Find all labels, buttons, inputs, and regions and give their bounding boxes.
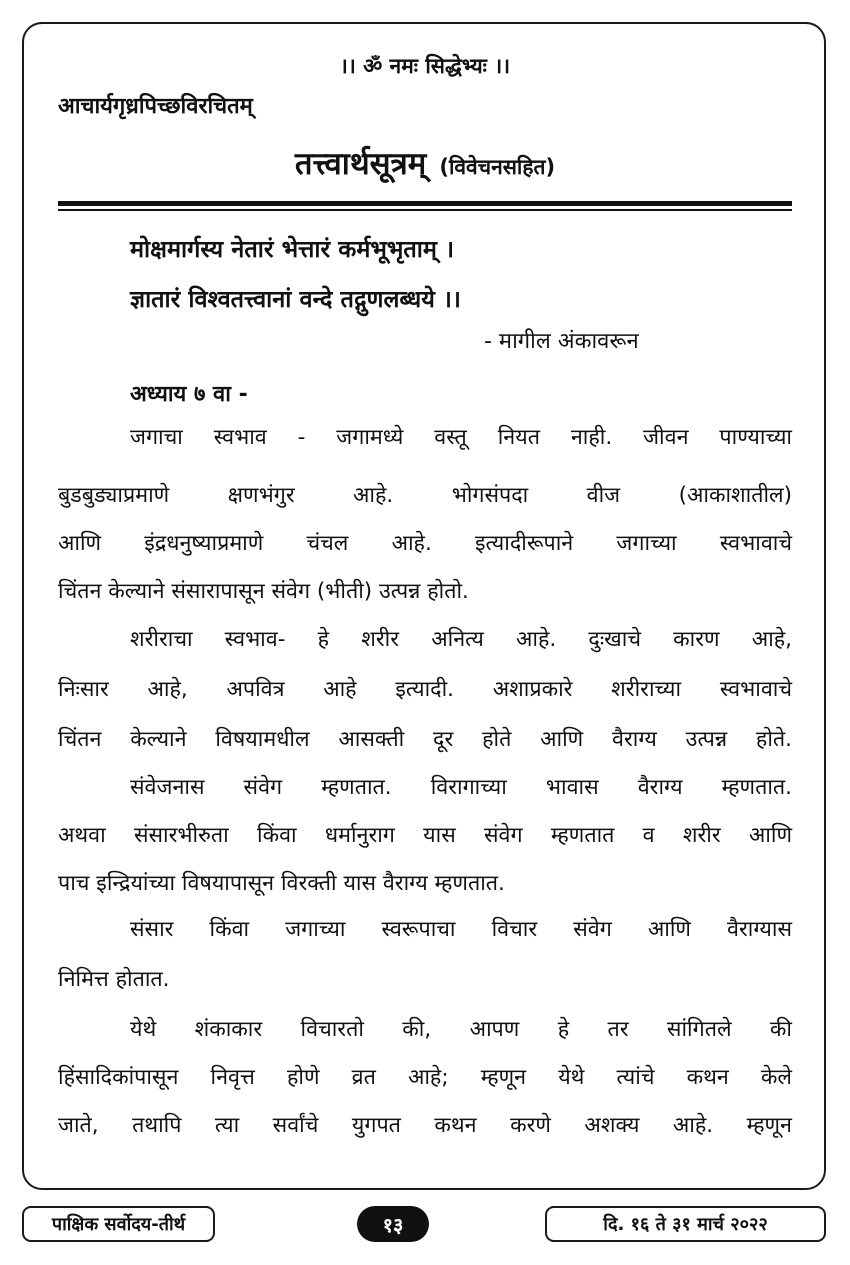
author-line: आचार्यगृध्रपिच्छविरचितम् <box>58 94 253 119</box>
body-line: निमित्त होतात. <box>58 967 170 992</box>
body-line: संसार किंवा जगाच्या स्वरूपाचा विचार संवेग आणि वैराग्यास <box>130 917 792 942</box>
body-line: आणि इंद्रधनुष्याप्रमाणे चंचल आहे. इत्यादीरूपाने जगाच्या स्वभावाचे <box>58 531 792 556</box>
page-subtitle: (विवेचनसहित) <box>439 155 556 179</box>
body-line: येथे शंकाकार विचारतो की, आपण हे तर सांगितले की <box>130 1017 792 1042</box>
footer-issue-date: दि. १६ ते ३१ मार्च २०२२ <box>545 1206 826 1242</box>
page-title: तत्त्वार्थसूत्रम् <box>294 146 427 182</box>
title-rule-thick <box>58 201 792 206</box>
title-rule-thin <box>58 209 792 211</box>
body-line: पाच इन्द्रियांच्या विषयापासून विरक्ती यास वैराग्य म्हणतात. <box>58 871 505 896</box>
chapter-heading: अध्याय ७ वा - <box>130 382 248 407</box>
verse-line-2: ज्ञातारं विश्वतत्त्वानां वन्दे तद्गुणलब्धये ।। <box>130 285 461 313</box>
body-line: जाते, तथापि त्या सर्वांचे युगपत कथन करणे अशक्य आहे. म्हणून <box>58 1113 792 1138</box>
body-line: निःसार आहे, अपवित्र आहे इत्यादी. अशाप्रकारे शरीराच्या स्वभावाचे <box>58 677 792 702</box>
page-number-badge: १३ <box>357 1206 429 1242</box>
invocation-line: ।। ॐ नमः सिद्धेभ्यः ।। <box>339 54 511 78</box>
body-line: जगाचा स्वभाव - जगामध्ये वस्तू नियत नाही. जीवन पाण्याच्या <box>130 425 792 450</box>
verse-source-note: - मागील अंकावरून <box>484 329 639 354</box>
title-row <box>0 142 850 184</box>
verse-line-1: मोक्षमार्गस्य नेतारं भेत्तारं कर्मभूभृताम् । <box>130 235 455 263</box>
body-line: बुडबुड्याप्रमाणे क्षणभंगुर आहे. भोगसंपदा वीज (आकाशातील) <box>58 483 792 508</box>
body-line: चिंतन केल्याने संसारापासून संवेग (भीती) उत्पन्न होतो. <box>58 579 469 604</box>
body-line: संवेजनास संवेग म्हणतात. विरागाच्या भावास वैराग्य म्हणतात. <box>130 775 792 800</box>
body-line: अथवा संसारभीरुता किंवा धर्मानुराग यास संवेग म्हणतात व शरीर आणि <box>58 823 792 848</box>
body-line: शरीराचा स्वभाव- हे शरीर अनित्य आहे. दुःखाचे कारण आहे, <box>130 627 792 652</box>
body-line: हिंसादिकांपासून निवृत्त होणे व्रत आहे; म्हणून येथे त्यांचे कथन केले <box>58 1065 792 1090</box>
body-line: चिंतन केल्याने विषयामधील आसक्ती दूर होते आणि वैराग्य उत्पन्न होते. <box>58 727 792 752</box>
footer-publication-name: पाक्षिक सर्वोदय-तीर्थ <box>22 1206 215 1242</box>
